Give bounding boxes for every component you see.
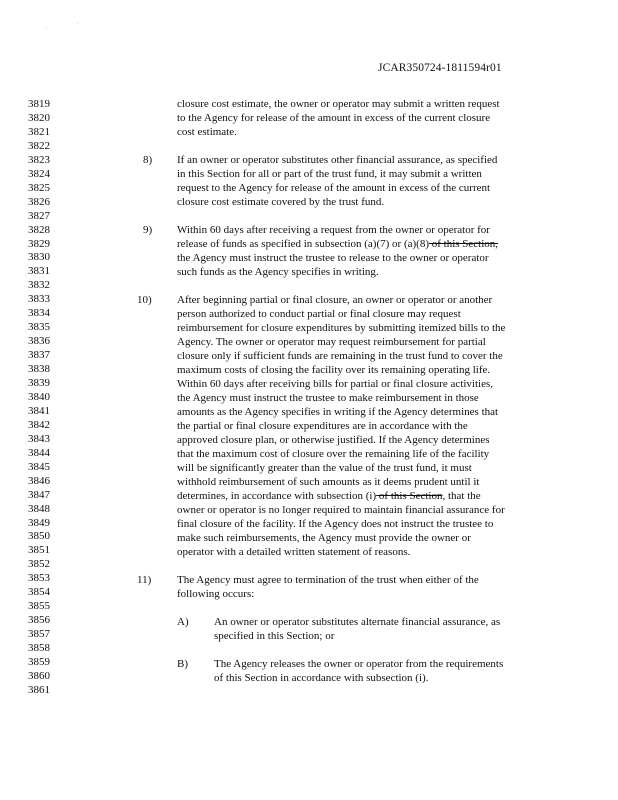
item-number: 8) [143,154,153,166]
text-line: maximum costs of closing the facility over its remaining operating life. [177,364,491,376]
text-line: request to the Agency for release of the amount in excess of the current [177,182,491,194]
line-number: 3853 [28,572,50,585]
item-number: 11) [137,574,152,586]
line-number: 3840 [28,390,50,403]
line-number: 3819 [28,98,50,110]
line-number: 3828 [28,223,50,236]
text-line: closure cost estimate, the owner or operator may submit a written request [177,98,500,110]
line-number: 3847 [28,488,50,501]
text-line: following occurs: [177,588,255,600]
line-number: 3845 [28,460,50,473]
line-number: 3832 [28,279,50,292]
line-number: 3855 [28,600,50,613]
text-line: of this Section in accordance with subsection (i). [214,672,429,684]
struck-text: of this Section [376,490,443,502]
line-number: 3860 [28,669,50,682]
line-number: 3830 [28,251,50,264]
line-number: 3857 [28,628,50,641]
line-number: 3829 [28,237,50,250]
item-number: 10) [137,294,152,306]
text-line: owner or operator is no longer required to maintain financial assurance for [177,504,505,516]
text-span: determines, in accordance with subsection (i) [177,490,377,502]
line-number: 3831 [28,265,50,278]
line-number: 3846 [28,474,50,487]
line-number: 3839 [28,377,50,389]
text-line: the partial or final closure expenditures are in accordance with the [177,420,468,432]
text-line: to the Agency for release of the amount in excess of the current closure [177,112,491,124]
text-line: withhold reimbursement of such amounts as it deems prudent until it [177,476,480,488]
line-number: 3854 [28,586,50,599]
text-line: cost estimate. [177,126,237,138]
text-line: operator with a detailed written statement of reasons. [177,546,411,558]
text-line [177,238,498,252]
text-line: Within 60 days after receiving bills for partial or final closure activities, [177,378,494,390]
line-number: 3825 [28,181,50,194]
line-number: 3852 [28,558,50,571]
line-number: 3841 [28,404,50,417]
text-line: approved closure plan, or otherwise justified. If the Agency determines [177,434,490,446]
struck-text: of this Section, [428,238,499,250]
line-number: 3826 [28,195,50,208]
item-number: 9) [143,224,153,236]
text-line: person authorized to conduct partial or final closure may request [177,308,461,320]
text-line: in this Section for all or part of the trust fund, it may submit a written [177,168,482,180]
text-line: final closure of the facility. If the Agency does not instruct the trustee to [177,518,494,530]
line-number: 3838 [28,363,50,376]
line-number: 3856 [28,614,50,627]
text-span: , that the [442,490,481,502]
text-line: The Agency must agree to termination of the trust when either of the [177,574,479,586]
text-line: the Agency must instruct the trustee to make reimbursement in those [177,392,479,404]
line-number: 3822 [28,139,50,152]
text-line: closure only if sufficient funds are remaining in the trust fund to cover the [177,350,503,362]
document-id: JCAR350724-1811594r01 [378,62,502,74]
line-number: 3848 [28,502,50,515]
item-number: B) [177,658,188,670]
text-line: After beginning partial or final closure, an owner or operator or another [177,294,493,306]
text-line: amounts as the Agency specifies in writing if the Agency determines that [177,406,499,418]
line-number: 3827 [28,209,50,222]
line-number: 3859 [28,656,50,668]
line-number: 3843 [28,432,50,445]
corner-mark: ' [77,22,79,30]
item-number: A) [177,616,189,628]
text-line: closure cost estimate covered by the trust fund. [177,196,385,208]
line-number: 3851 [28,544,50,557]
line-number: 3833 [28,293,50,306]
line-number: 3858 [28,642,50,655]
text-line [177,490,481,504]
line-number: 3823 [28,153,50,166]
line-number: 3849 [28,516,50,529]
text-line: the Agency must instruct the trustee to release to the owner or operator [177,252,489,264]
text-line: The Agency releases the owner or operator from the requirements [214,658,504,670]
line-number: 3836 [28,335,50,348]
text-line: If an owner or operator substitutes other financial assurance, as specified [177,154,498,166]
line-number: 3842 [28,418,50,431]
text-line: that the maximum cost of closure over the remaining life of the facility [177,448,490,460]
line-number: 3837 [28,349,50,362]
line-number: 3850 [28,530,50,543]
line-number: 3834 [28,307,50,320]
line-number: 3844 [28,446,50,459]
line-number: 3861 [28,683,50,696]
line-number: 3824 [28,167,50,180]
text-line: such funds as the Agency specifies in writing. [177,266,379,278]
text-line: An owner or operator substitutes alternate financial assurance, as [214,616,501,628]
text-line: make such reimbursements, the Agency must provide the owner or [177,532,471,544]
text-line: Within 60 days after receiving a request from the owner or operator for [177,224,490,236]
line-number: 3821 [28,125,50,138]
text-line: will be significantly greater than the value of the trust fund, it must [177,462,472,474]
line-number: 3835 [28,321,50,334]
corner-mark: . [46,22,48,30]
text-line: Agency. The owner or operator may request reimbursement for partial [177,336,486,348]
line-number: 3820 [28,111,50,124]
text-span: release of funds as specified in subsection (a)(7) or (a)(8) [177,238,429,250]
text-line: specified in this Section; or [214,630,335,642]
text-line: reimbursement for closure expenditures by submitting itemized bills to the [177,322,506,334]
